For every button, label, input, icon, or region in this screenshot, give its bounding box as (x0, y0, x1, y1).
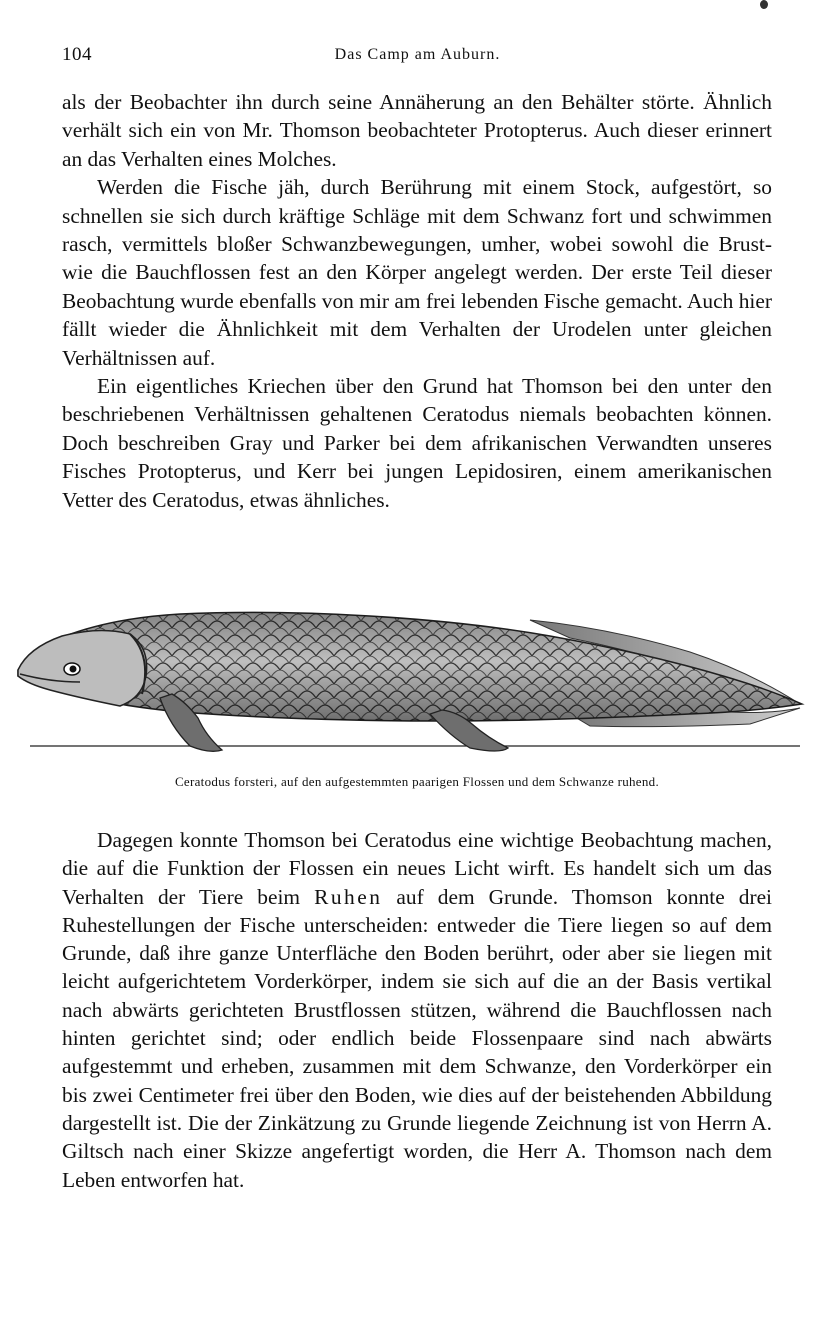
body-text-bottom (62, 826, 772, 1194)
page-number: 104 (62, 44, 92, 65)
paragraph-text: auf dem Grunde. Thomson konnte drei Ruhestellungen der Fische unterscheiden: entweder die Tiere liegen so auf dem Grunde, daß ihre ganze Unterfläche den Boden berührt, oder aber sie liegen mit leicht aufgerichtetem Vorderkörper, indem sie sich auf die an der Basis vertikal nach abwärts gerichteten Brustflossen stützen, während die Bauchflossen nach hinten gerichtet sind; oder endlich beide Flossenpaare sind nach abwärts aufgestemmt und erheben, zusammen mit dem Schwanze, den Vorderkörper ein bis zwei Centimeter frei über den Boden, wie dies auf der beistehenden Abbildung dargestellt ist. Die der Zinkätzung zu Grunde liegende Zeichnung ist von Herrn A. Giltsch nach einer Skizze angefertigt worden, die Herr A. Thomson nach dem Leben entworfen hat. (62, 884, 773, 1192)
figure-caption: Ceratodus forsteri, auf den aufgestemmten paarigen Flossen und dem Schwanze ruhend. (174, 774, 660, 789)
running-title: Das Camp am Auburn. (334, 46, 501, 63)
running-head (62, 44, 773, 72)
print-speck (760, 0, 768, 9)
paragraph: als der Beobachter ihn durch seine Annäherung an den Behälter störte. Ähnlich verhält sich ein von Mr. Thomson beobachteter Protopterus. Auch dieser erinnert an das Verhalten eines Molches. (62, 90, 772, 171)
paragraph-text: Dagegen konnte Thomson bei Ceratodus eine wichtige Beobachtung machen, die auf die Funktion der Flossen ein neues Licht wirft. Es handelt sich um das Verhalten der Tiere beim (62, 828, 772, 909)
paragraph: Werden die Fische jäh, durch Berührung mit einem Stock, aufgestört, so schnellen sie sich durch kräftige Schläge mit dem Schwanz fort und schwimmen rasch, vermittels bloßer Schwanzbewegungen, umher, wobei sowohl die Brust- wie die Bauchflossen fest an den Körper angelegt werden. Der erste Teil dieser Beobachtung wurde ebenfalls von mir am frei lebenden Fische gemacht. Auch hier fällt wieder die Ähnlichkeit mit dem Verhalten der Urodelen unter gleichen Verhältnissen auf. (62, 175, 772, 370)
fish-head (18, 630, 147, 706)
paragraph (62, 826, 772, 1194)
paragraph: Ein eigentliches Kriechen über den Grund hat Thomson bei den unter den beschriebenen Verhältnissen gehaltenen Ceratodus niemals beobachten können. Doch beschreiben Gray und Parker bei dem afrikanischen Verwandten unseres Fisches Protopterus, und Kerr bei jungen Lepidosiren, einem amerikanischen Vetter des Ceratodus, etwas ähnliches. (62, 374, 772, 512)
emphasized-word: Ruhen (314, 884, 383, 909)
fish-illustration (10, 586, 810, 764)
body-text-top (62, 88, 772, 514)
